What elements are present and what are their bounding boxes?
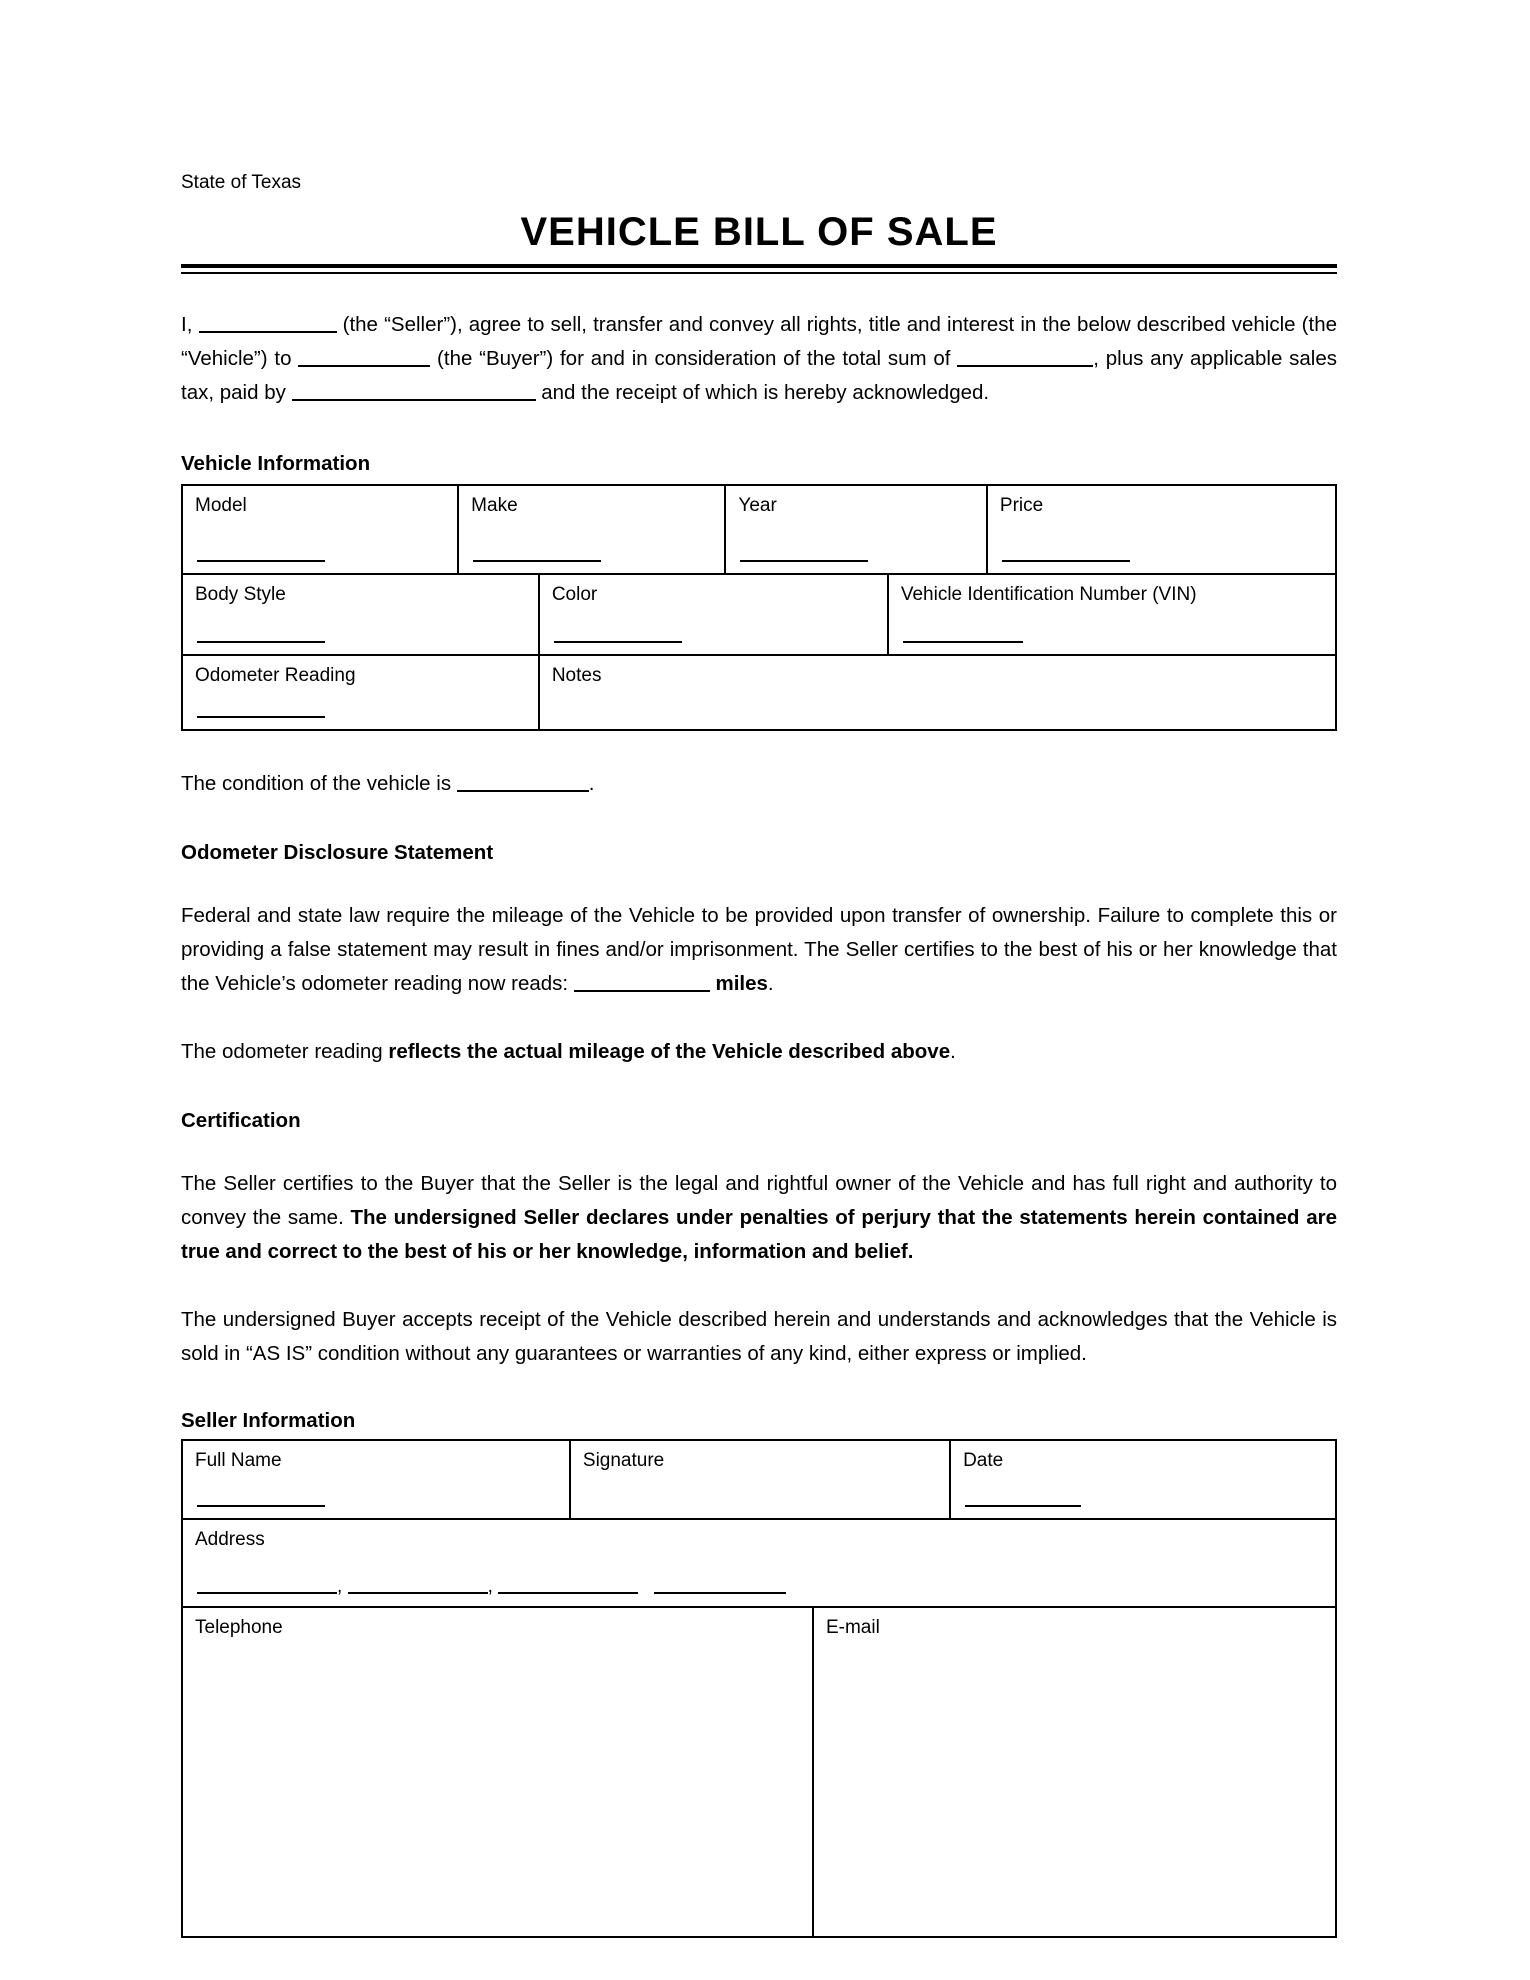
price-blank — [1002, 546, 1130, 562]
certification-text: The Seller certifies to the Buyer that the Seller is the legal and rightful owner of the Vehicle and has full right and authority to convey the same. — [181, 1172, 1337, 1229]
notes-cell — [538, 656, 1335, 729]
vehicle-information-table — [181, 484, 1337, 731]
odometer-cell — [183, 656, 538, 729]
address-comma-2: , — [487, 1576, 499, 1597]
address-cell — [183, 1520, 1335, 1606]
condition-period: . — [588, 772, 595, 795]
intro-text-4: , plus any applicable sales tax, paid by — [181, 347, 1337, 404]
make-cell — [457, 486, 724, 573]
vin-label: Vehicle Identification Number (VIN) — [900, 584, 1197, 605]
certification-paragraph — [181, 1167, 1337, 1269]
state-label: State of Texas — [181, 172, 302, 193]
paid-by-blank — [292, 385, 536, 401]
vehicle-table-row-2 — [183, 573, 1335, 654]
odometer-label: Odometer Reading — [195, 665, 356, 686]
vehicle-table-row-1 — [183, 486, 1335, 573]
address-comma-1: , — [337, 1576, 348, 1597]
vin-blank — [903, 627, 1023, 643]
odometer-blank — [197, 702, 325, 718]
signature-label: Signature — [582, 1450, 665, 1471]
full-name-label: Full Name — [195, 1450, 282, 1471]
intro-text-2: (the “Seller”), agree to sell, transfer and convey all rights, title and interest in the below described vehicle (the “Vehicle”) to — [181, 313, 1337, 370]
address-zip-blank — [654, 1578, 786, 1594]
year-blank — [740, 546, 868, 562]
seller-information-heading: Seller Information — [181, 1409, 356, 1432]
vehicle-information-heading: Vehicle Information — [181, 452, 371, 475]
price-label: Price — [999, 495, 1044, 516]
seller-table-row-1 — [183, 1441, 1335, 1518]
date-cell — [949, 1441, 1335, 1518]
intro-paragraph — [181, 308, 1337, 410]
odometer-reflects-period: . — [950, 1040, 956, 1063]
document-content — [181, 0, 1337, 1938]
model-blank — [197, 546, 325, 562]
make-label: Make — [471, 495, 518, 516]
sale-amount-blank — [957, 351, 1093, 367]
address-label: Address — [195, 1529, 265, 1550]
address-city-blank — [348, 1578, 488, 1594]
telephone-label: Telephone — [195, 1617, 283, 1638]
address-state-blank — [498, 1578, 638, 1594]
telephone-cell — [183, 1608, 812, 1936]
full-name-cell — [183, 1441, 569, 1518]
notes-label: Notes — [551, 665, 602, 686]
signature-cell — [569, 1441, 949, 1518]
year-label: Year — [738, 495, 777, 516]
date-blank — [965, 1491, 1081, 1507]
certification-bold-text: The undersigned Seller declares under penalties of perjury that the statements herein contained are true and correct to the best of his or her knowledge, information and belief. — [181, 1206, 1337, 1263]
odometer-reflects-bold: reflects the actual mileage of the Vehicle described above — [388, 1040, 951, 1063]
intro-text-3: (the “Buyer”) for and in consideration of the total sum of — [430, 347, 958, 370]
odometer-text-1: Federal and state law require the mileage of the Vehicle to be provided upon transfer of ownership. Failure to complete this or providing a false statement may result in fines and/or imprisonment. The Seller certifies to the best of his or her knowledge that the Vehicle’s odometer reading now reads: — [181, 904, 1337, 995]
email-label: E-mail — [825, 1617, 880, 1638]
odometer-miles-bold: miles — [709, 972, 768, 995]
vehicle-table-row-3 — [183, 654, 1335, 729]
intro-text-1: I, — [181, 313, 199, 336]
certification-heading: Certification — [181, 1109, 301, 1132]
odometer-disclosure-heading: Odometer Disclosure Statement — [181, 841, 494, 864]
body-style-blank — [197, 627, 325, 643]
page-title: VEHICLE BILL OF SALE — [520, 210, 998, 254]
model-cell — [183, 486, 457, 573]
color-blank — [554, 627, 682, 643]
address-blanks-line — [197, 1576, 786, 1598]
odometer-reflects-text: The odometer reading — [181, 1040, 389, 1063]
model-label: Model — [195, 495, 247, 516]
odometer-period: . — [767, 972, 774, 995]
color-label: Color — [551, 584, 598, 605]
title-double-rule — [181, 264, 1337, 274]
odometer-reflects-line — [181, 1035, 1337, 1069]
seller-information-table — [181, 1439, 1337, 1938]
body-style-cell — [183, 575, 538, 654]
condition-blank — [457, 776, 589, 792]
vin-cell — [887, 575, 1335, 654]
body-style-label: Body Style — [195, 584, 286, 605]
seller-table-row-2 — [183, 1518, 1335, 1606]
email-cell — [812, 1608, 1335, 1936]
year-cell — [724, 486, 986, 573]
full-name-blank — [197, 1491, 325, 1507]
odometer-paragraph — [181, 899, 1337, 1001]
buyer-acceptance-paragraph: The undersigned Buyer accepts receipt of the Vehicle described herein and understands and acknowledges that the Vehicle is sold in “AS IS” condition without any guarantees or warranties of any kind, either express or implied. — [181, 1308, 1337, 1365]
intro-text-5: and the receipt of which is hereby acknowledged. — [535, 381, 990, 404]
seller-table-row-3 — [183, 1606, 1335, 1936]
color-cell — [538, 575, 887, 654]
condition-line — [181, 767, 1337, 801]
date-label: Date — [963, 1450, 1004, 1471]
condition-text: The condition of the vehicle is — [181, 772, 457, 795]
rule-thick-line — [181, 264, 1337, 268]
make-blank — [473, 546, 601, 562]
seller-name-blank — [199, 317, 337, 333]
odometer-reading-blank — [574, 976, 710, 992]
buyer-name-blank — [298, 351, 430, 367]
address-street-blank — [197, 1578, 337, 1594]
price-cell — [986, 486, 1335, 573]
rule-thin-line — [181, 272, 1337, 274]
